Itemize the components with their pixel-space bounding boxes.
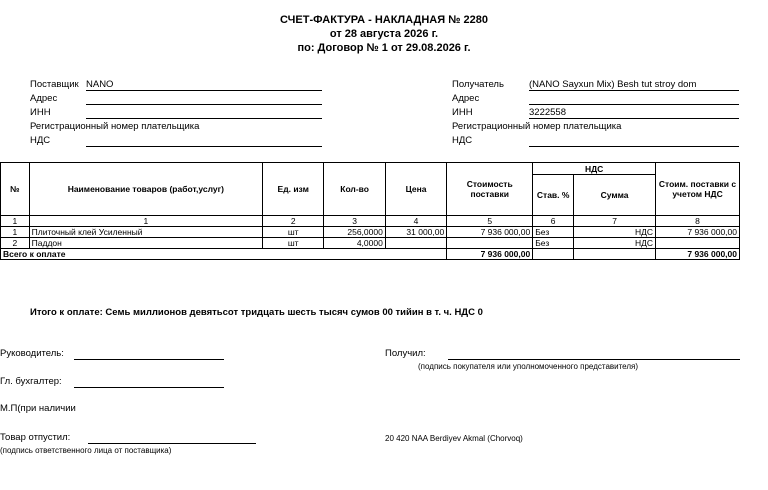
row-no: 2: [1, 238, 30, 249]
col-header-nds-sum: Сумма: [574, 175, 656, 216]
col-header-cost: Стоимость поставки: [447, 163, 533, 216]
recipient-nds: [529, 135, 739, 147]
recipient-name: (NANO Sayxun Mix) Besh tut stroy dom: [529, 79, 739, 91]
row-total: 7 936 000,00: [656, 227, 740, 238]
col-number: 2: [263, 216, 324, 227]
col-number: 3: [324, 216, 385, 227]
supplier-nds-label: НДС: [30, 135, 51, 146]
recipient-nds-label: НДС: [452, 135, 473, 146]
col-number: 1: [29, 216, 262, 227]
col-number: 6: [533, 216, 574, 227]
invoice-date: от 28 августа 2026 г.: [329, 28, 439, 40]
col-header-unit: Ед. изм: [263, 163, 324, 216]
col-number: 7: [574, 216, 656, 227]
supplier-reg-label: Регистрационный номер плательщика: [30, 121, 200, 132]
supplier-name: NANO: [86, 79, 322, 91]
supplier-nds: [86, 135, 322, 147]
row-qty: 256,0000: [324, 227, 385, 238]
total-label: Всего к оплате: [1, 249, 447, 260]
stamp-label: М.П(при наличии: [0, 403, 76, 414]
col-number: 1: [1, 216, 30, 227]
received-caption: (подпись покупателя или уполномоченного представителя): [418, 362, 639, 371]
supplier-address: [86, 93, 322, 105]
row-cost: 7 936 000,00: [447, 227, 533, 238]
accountant-signature-line: [74, 376, 224, 388]
total-with-nds: 7 936 000,00: [656, 249, 740, 260]
receiver-name: 20 420 NAA Berdiyev Akmal (Chorvoq): [385, 434, 523, 443]
director-signature-line: [74, 348, 224, 360]
col-header-name: Наименование товаров (работ,услуг): [29, 163, 262, 216]
released-signature-line: [88, 432, 256, 444]
recipient-reg-label: Регистрационный номер плательщика: [452, 121, 622, 132]
accountant-label: Гл. бухгалтер:: [0, 376, 62, 387]
recipient-address-label: Адрес: [452, 93, 480, 104]
recipient-inn-label: ИНН: [452, 107, 473, 118]
row-name: Паддон: [29, 238, 262, 249]
supplier-inn-label: ИНН: [30, 107, 51, 118]
row-unit: шт: [263, 238, 324, 249]
col-header-no: №: [1, 163, 30, 216]
released-label: Товар отпустил:: [0, 432, 71, 443]
table-row: [1, 227, 740, 238]
invoice-contract: по: Договор № 1 от 29.08.2026 г.: [297, 42, 471, 54]
supplier-address-label: Адрес: [30, 93, 58, 104]
director-label: Руководитель:: [0, 348, 64, 359]
released-caption: (подпись ответственного лица от поставщика): [0, 446, 172, 455]
row-qty: 4,0000: [324, 238, 385, 249]
invoice-table: [0, 162, 740, 260]
col-header-nds-rate: Став. %: [533, 175, 574, 216]
col-number: 5: [447, 216, 533, 227]
col-header-total: Стоим. поставки с учетом НДС: [656, 163, 740, 216]
recipient-label: Получатель: [452, 79, 504, 90]
total-row: [1, 249, 740, 260]
row-price: 31 000,00: [385, 227, 446, 238]
row-name: Плиточный клей Усиленный: [29, 227, 262, 238]
row-total: [656, 238, 740, 249]
row-nds-sum: НДС: [574, 227, 656, 238]
recipient-address: [529, 93, 739, 105]
col-header-qty: Кол-во: [324, 163, 385, 216]
col-number: 4: [385, 216, 446, 227]
supplier-label: Поставщик: [30, 79, 79, 90]
row-nds-rate: Без: [533, 227, 574, 238]
total-cost: 7 936 000,00: [447, 249, 533, 260]
col-header-price: Цена: [385, 163, 446, 216]
received-signature-line: [448, 348, 740, 360]
table-row: [1, 238, 740, 249]
row-price: [385, 238, 446, 249]
recipient-inn: 3222558: [529, 107, 739, 119]
row-no: 1: [1, 227, 30, 238]
row-unit: шт: [263, 227, 324, 238]
row-cost: [447, 238, 533, 249]
col-number: 8: [656, 216, 740, 227]
row-nds-sum: НДС: [574, 238, 656, 249]
column-number-row: [1, 216, 740, 227]
col-header-nds: НДС: [533, 163, 656, 175]
received-label: Получил:: [385, 348, 426, 359]
supplier-inn: [86, 107, 322, 119]
row-nds-rate: Без: [533, 238, 574, 249]
amount-in-words: Итого к оплате: Семь миллионов девятьсот тридцать шесть тысяч сумов 00 тийин в т. ч. НДС 0: [30, 307, 483, 318]
invoice-title: СЧЕТ-ФАКТУРА - НАКЛАДНАЯ № 2280: [280, 14, 488, 26]
